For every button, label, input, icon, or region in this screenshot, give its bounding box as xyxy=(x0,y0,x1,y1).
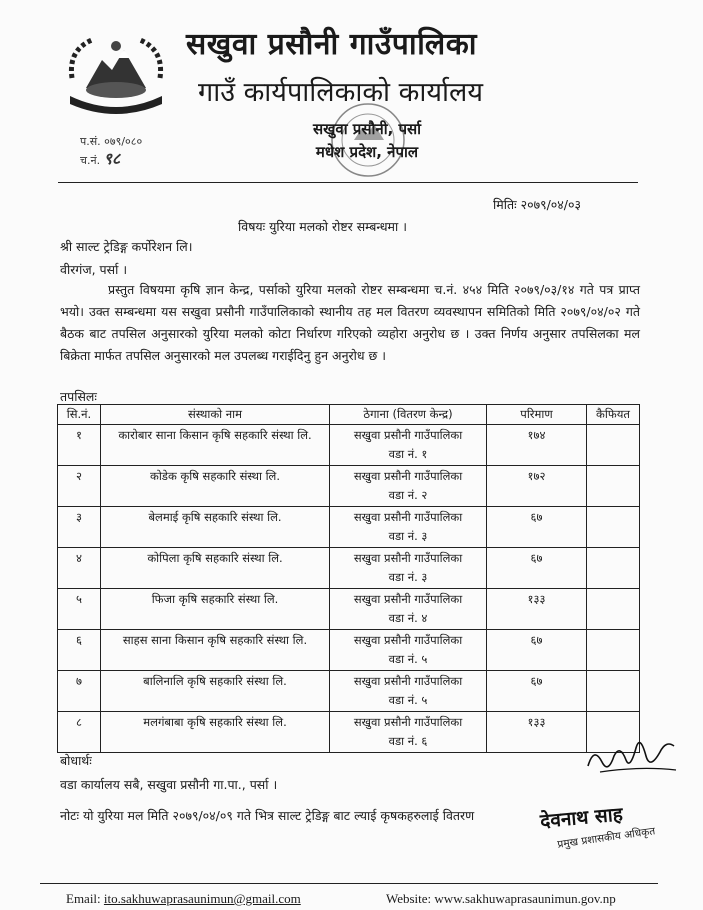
header-address: ठेगाना (वितरण केन्द्र) xyxy=(330,405,487,425)
table-row xyxy=(58,589,640,630)
recipient-line-2: वीरगंज, पर्सा । xyxy=(60,262,128,277)
header-divider xyxy=(58,182,638,183)
office-title: सखुवा प्रसौनी गाउँपालिका xyxy=(186,27,478,62)
row-remark xyxy=(587,671,640,712)
row-sn: ४ xyxy=(58,548,101,589)
nepal-emblem-icon xyxy=(62,30,170,116)
row-address-1: सखुवा प्रसौनी गाउँपालिका xyxy=(353,633,463,647)
letter-date: मितिः २०७९/०४/०३ xyxy=(493,197,581,212)
row-address-2: वडा नं. ६ xyxy=(388,734,428,748)
row-quantity: ६७ xyxy=(487,507,587,548)
row-address-1: सखुवा प्रसौनी गाउँपालिका xyxy=(353,592,463,606)
letter-body: प्रस्तुत विषयमा कृषि ज्ञान केन्द्र, पर्साको युरिया मलको रोष्टर सम्बन्धमा च.नं. ४५४ मिति २०७९/०३/१४ गते पत्र प्राप्त भयो। उक्त सम्बन्धमा यस सखुवा प्रसौनी गाउँपालिकाको स्थानीय तह मल वितरण व्यवस्थापन समितिको मिति २०७९/०४/०२ गते बैठक बाट तपसिल अनुसारको युरिया मलको कोटा निर्धारण गरिएको व्यहोरा अनुरोध छ । उक्त निर्णय अनुसार तपसिलका मल बिक्रेता मार्फत तपसिल अनुसारको मल उपलब्ध गराईदिनु हुन अनुरोध छ । xyxy=(60,282,640,363)
row-quantity: १७४ xyxy=(487,425,587,466)
row-address-2: वडा नं. १ xyxy=(388,447,428,461)
row-address xyxy=(330,548,487,589)
row-quantity: ६७ xyxy=(487,630,587,671)
row-sn: ८ xyxy=(58,712,101,753)
row-remark xyxy=(587,466,640,507)
row-address-1: सखुवा प्रसौनी गाउँपालिका xyxy=(353,715,463,729)
signer-name-stamp: देवनाथ साह xyxy=(539,803,624,833)
row-name: कोपिला कृषि सहकारि संस्था लि. xyxy=(101,548,330,589)
row-remark xyxy=(587,425,640,466)
row-sn: ६ xyxy=(58,630,101,671)
email-link[interactable]: ito.sakhuwaprasaunimun@gmail.com xyxy=(103,891,301,906)
row-address-2: वडा नं. २ xyxy=(388,488,428,502)
table-row xyxy=(58,507,640,548)
row-quantity: ६७ xyxy=(487,548,587,589)
recipient-line-1: श्री साल्ट ट्रेडिङ्ग कर्पोरेशन लि। xyxy=(60,239,193,254)
row-name: फिजा कृषि सहकारि संस्था लि. xyxy=(101,589,330,630)
row-address xyxy=(330,425,487,466)
letter-subject: विषयः युरिया मलको रोष्टर सम्बन्धमा । xyxy=(238,219,407,234)
allocation-table xyxy=(57,404,640,753)
table-header-row xyxy=(58,405,640,425)
header-quantity: परिमाण xyxy=(487,405,587,425)
office-subtitle: गाउँ कार्यपालिकाको कार्यालय xyxy=(198,77,483,108)
row-sn: ५ xyxy=(58,589,101,630)
footer-website: Website: www.sakhuwaprasaunimun.gov.np xyxy=(386,891,616,906)
table-row xyxy=(58,466,640,507)
row-quantity: १३३ xyxy=(487,712,587,753)
row-quantity: १७२ xyxy=(487,466,587,507)
signature-icon xyxy=(580,726,680,786)
bodharth-label: बोधार्थः xyxy=(60,753,92,768)
row-sn: १ xyxy=(58,425,101,466)
cn-number xyxy=(80,150,142,169)
row-name: साहस साना किसान कृषि सहकारि संस्था लि. xyxy=(101,630,330,671)
ps-number: प.सं. ०७९/०८० xyxy=(80,135,143,148)
footer-email xyxy=(66,891,301,907)
signer-title-stamp: प्रमुख प्रशासकीय अधिकृत xyxy=(556,825,656,851)
row-remark xyxy=(587,507,640,548)
row-address-1: सखुवा प्रसौनी गाउँपालिका xyxy=(353,428,463,442)
row-address xyxy=(330,466,487,507)
row-address-2: वडा नं. ३ xyxy=(388,529,428,543)
cn-value: ९८ xyxy=(103,149,121,168)
row-address-2: वडा नं. ५ xyxy=(388,652,428,666)
row-address-2: वडा नं. ४ xyxy=(388,611,428,625)
header-remarks: कैफियत xyxy=(587,405,640,425)
row-name: कारोबार साना किसान कृषि सहकारि संस्था लि. xyxy=(101,425,330,466)
reference-block xyxy=(80,133,142,169)
row-name: बेलमाई कृषि सहकारि संस्था लि. xyxy=(101,507,330,548)
row-remark xyxy=(587,548,640,589)
header-name: संस्थाको नाम xyxy=(101,405,330,425)
footer-divider xyxy=(40,883,658,884)
row-address xyxy=(330,630,487,671)
cn-prefix: च.नं. xyxy=(80,154,101,167)
row-sn: ३ xyxy=(58,507,101,548)
address-line-1: सखुवा प्रसौनी, पर्सा xyxy=(312,120,422,138)
note-text: नोटः यो युरिया मल मिति २०७९/०४/०९ गते भित्र साल्ट ट्रेडिङ्ग बाट ल्याई कृषकहरुलाई वितरण xyxy=(60,808,475,823)
row-address xyxy=(330,712,487,753)
address-line-2: मधेश प्रदेश, नेपाल xyxy=(315,143,419,161)
header-sn: सि.नं. xyxy=(58,405,101,425)
row-name: कोडेक कृषि सहकारि संस्था लि. xyxy=(101,466,330,507)
row-address-2: वडा नं. ५ xyxy=(388,693,428,707)
row-address-1: सखुवा प्रसौनी गाउँपालिका xyxy=(353,469,463,483)
row-quantity: ६७ xyxy=(487,671,587,712)
row-address-1: सखुवा प्रसौनी गाउँपालिका xyxy=(353,510,463,524)
row-remark xyxy=(587,630,640,671)
row-sn: २ xyxy=(58,466,101,507)
row-address xyxy=(330,507,487,548)
table-row xyxy=(58,548,640,589)
table-row xyxy=(58,671,640,712)
tapsil-label: तपसिलः xyxy=(60,389,97,404)
email-label: Email: xyxy=(66,891,101,906)
row-address xyxy=(330,671,487,712)
ward-office-copy: वडा कार्यालय सबै, सखुवा प्रसौनी गा.पा., पर्सा । xyxy=(60,777,278,792)
table-row xyxy=(58,630,640,671)
row-address-1: सखुवा प्रसौनी गाउँपालिका xyxy=(353,674,463,688)
row-name: मलगंबाबा कृषि सहकारि संस्था लि. xyxy=(101,712,330,753)
row-name: बालिनालि कृषि सहकारि संस्था लि. xyxy=(101,671,330,712)
office-address xyxy=(292,118,442,164)
table-row xyxy=(58,712,640,753)
row-address-1: सखुवा प्रसौनी गाउँपालिका xyxy=(353,551,463,565)
row-remark xyxy=(587,589,640,630)
row-sn: ७ xyxy=(58,671,101,712)
table-row xyxy=(58,425,640,466)
row-address xyxy=(330,589,487,630)
row-address-2: वडा नं. ३ xyxy=(388,570,428,584)
row-quantity: १३३ xyxy=(487,589,587,630)
